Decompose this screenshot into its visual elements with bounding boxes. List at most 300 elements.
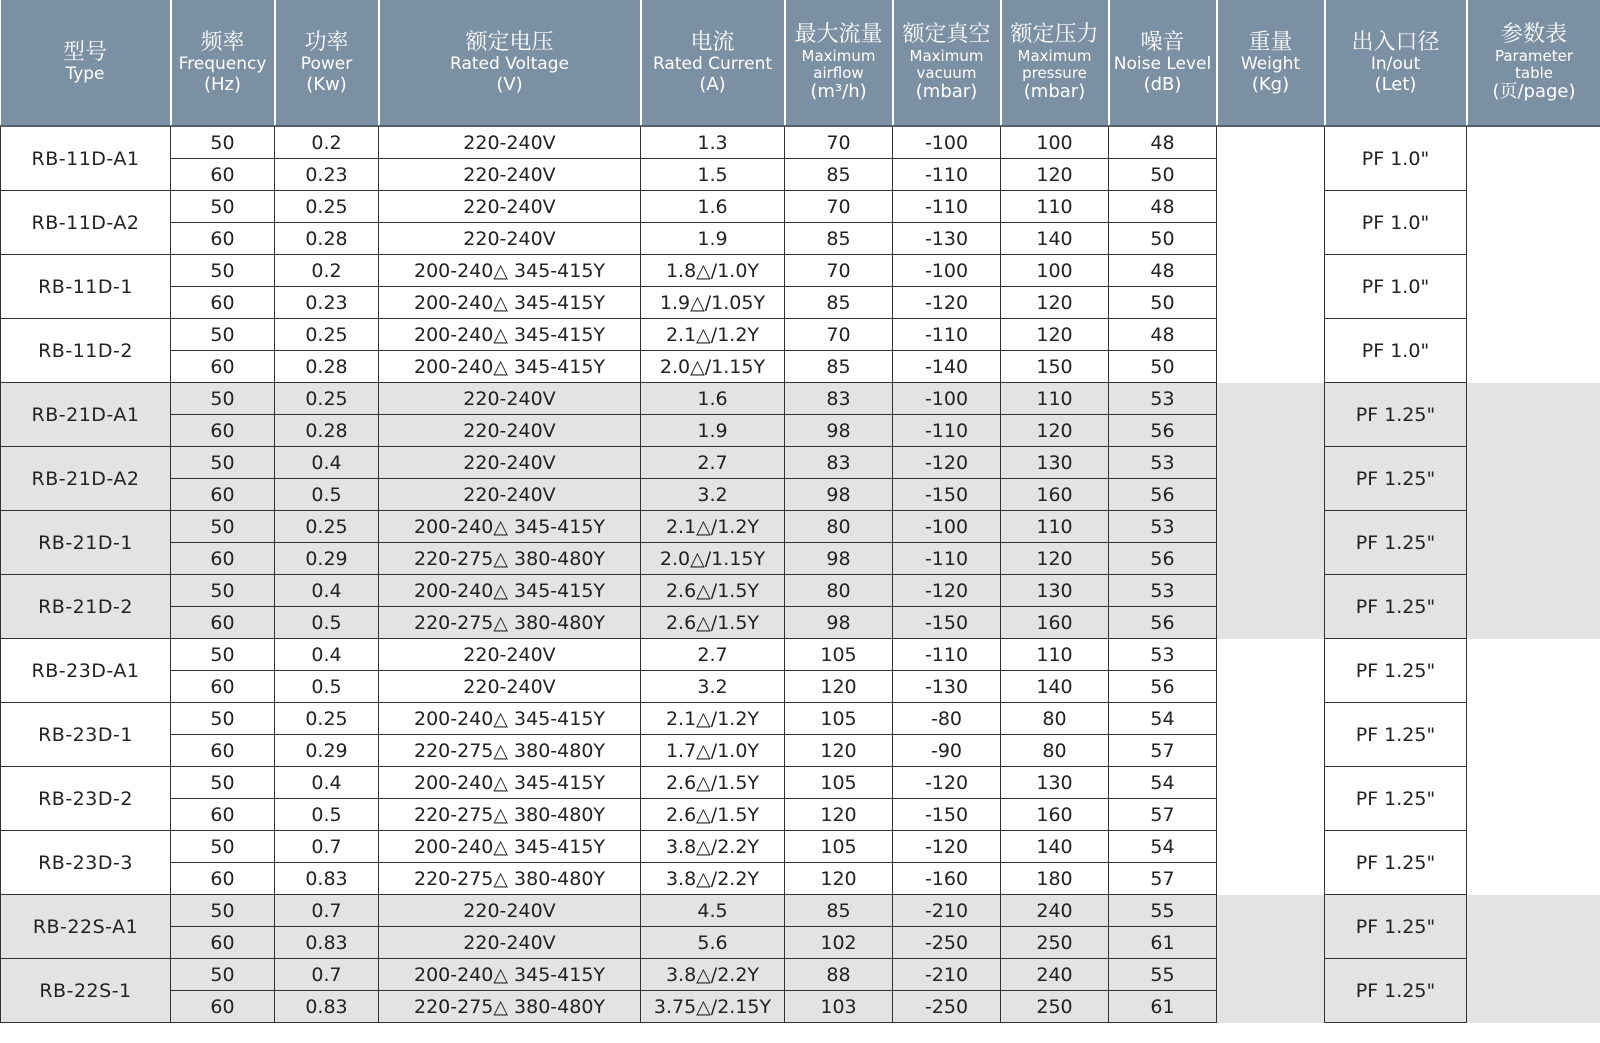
weight-cell [1217,831,1325,895]
spec-body [1,126,1600,1023]
pressure-cell: 160 [1001,607,1109,639]
airflow-cell: 105 [785,831,893,863]
freq-cell: 50 [171,255,275,287]
port-cell: PF 1.0" [1325,255,1467,319]
airflow-cell: 83 [785,383,893,415]
airflow-cell: 70 [785,126,893,159]
vacuum-cell: -150 [893,799,1001,831]
header-param-en2: table [1515,63,1553,82]
pressure-cell: 130 [1001,575,1109,607]
header-airflow-unit: (m³/h) [810,81,867,103]
power-cell: 0.5 [275,799,379,831]
current-cell: 3.8△/2.2Y [641,863,785,895]
noise-cell: 53 [1109,383,1217,415]
airflow-cell: 98 [785,543,893,575]
freq-cell: 60 [171,927,275,959]
current-cell: 1.6 [641,383,785,415]
model-type-cell: RB-23D-3 [1,831,171,895]
table-row [1,895,1600,927]
header-power-en: Power [300,54,353,75]
model-type-cell: RB-11D-A1 [1,126,171,191]
port-cell: PF 1.25" [1325,767,1467,831]
airflow-cell: 88 [785,959,893,991]
table-row [1,126,1600,159]
header-vacuum-zh: 额定真空 [902,22,991,48]
param-cell [1467,191,1600,255]
freq-cell: 60 [171,287,275,319]
header-weight-en: Weight [1240,54,1301,75]
pressure-cell: 110 [1001,383,1109,415]
voltage-cell: 220-240V [379,223,641,255]
current-cell: 1.9 [641,415,785,447]
current-cell: 2.6△/1.5Y [641,767,785,799]
port-cell: PF 1.25" [1325,959,1467,1023]
param-cell [1467,575,1600,639]
param-cell [1467,767,1600,831]
voltage-cell: 220-240V [379,415,641,447]
power-cell: 0.25 [275,511,379,543]
voltage-cell: 220-275△ 380-480Y [379,735,641,767]
pressure-cell: 180 [1001,863,1109,895]
power-cell: 0.28 [275,415,379,447]
port-cell: PF 1.25" [1325,447,1467,511]
port-cell: PF 1.25" [1325,383,1467,447]
freq-cell: 50 [171,767,275,799]
port-cell: PF 1.25" [1325,575,1467,639]
current-cell: 1.3 [641,126,785,159]
header-power-unit: (Kw) [306,73,347,95]
power-cell: 0.83 [275,863,379,895]
voltage-cell: 220-240V [379,671,641,703]
noise-cell: 53 [1109,447,1217,479]
power-cell: 0.29 [275,543,379,575]
freq-cell: 60 [171,543,275,575]
pressure-cell: 140 [1001,671,1109,703]
header-voltage [379,0,641,126]
noise-cell: 48 [1109,191,1217,223]
noise-cell: 53 [1109,511,1217,543]
vacuum-cell: -120 [893,447,1001,479]
header-pressure-zh: 额定压力 [1010,22,1099,48]
header-type [1,0,171,126]
noise-cell: 61 [1109,927,1217,959]
pressure-cell: 80 [1001,735,1109,767]
weight-cell [1217,447,1325,511]
vacuum-cell: -120 [893,767,1001,799]
voltage-cell: 220-240V [379,383,641,415]
vacuum-cell: -100 [893,255,1001,287]
freq-cell: 50 [171,639,275,671]
vacuum-cell: -120 [893,287,1001,319]
noise-cell: 48 [1109,319,1217,351]
freq-cell: 60 [171,479,275,511]
noise-cell: 56 [1109,479,1217,511]
airflow-cell: 98 [785,479,893,511]
pressure-cell: 100 [1001,126,1109,159]
port-cell: PF 1.25" [1325,639,1467,703]
pressure-cell: 140 [1001,831,1109,863]
noise-cell: 53 [1109,639,1217,671]
voltage-cell: 200-240△ 345-415Y [379,351,641,383]
airflow-cell: 85 [785,159,893,191]
model-type-cell: RB-11D-A2 [1,191,171,255]
current-cell: 3.8△/2.2Y [641,831,785,863]
header-noise [1109,0,1217,126]
vacuum-cell: -160 [893,863,1001,895]
table-row [1,575,1600,607]
current-cell: 1.9△/1.05Y [641,287,785,319]
vacuum-cell: -140 [893,351,1001,383]
airflow-cell: 98 [785,415,893,447]
model-type-cell: RB-21D-1 [1,511,171,575]
header-vacuum-en1: Maximum [909,46,984,65]
pressure-cell: 110 [1001,639,1109,671]
airflow-cell: 120 [785,799,893,831]
current-cell: 2.6△/1.5Y [641,607,785,639]
current-cell: 1.7△/1.0Y [641,735,785,767]
model-type-cell: RB-21D-A2 [1,447,171,511]
noise-cell: 61 [1109,991,1217,1023]
freq-cell: 50 [171,191,275,223]
table-row [1,383,1600,415]
model-type-cell: RB-22S-1 [1,959,171,1023]
param-cell [1467,383,1600,447]
power-cell: 0.25 [275,383,379,415]
header-type-en: Type [65,64,105,85]
freq-cell: 60 [171,223,275,255]
voltage-cell: 220-275△ 380-480Y [379,991,641,1023]
table-row [1,703,1600,735]
weight-cell [1217,511,1325,575]
airflow-cell: 80 [785,575,893,607]
current-cell: 2.6△/1.5Y [641,799,785,831]
pressure-cell: 110 [1001,191,1109,223]
voltage-cell: 220-240V [379,639,641,671]
airflow-cell: 80 [785,511,893,543]
freq-cell: 50 [171,126,275,159]
noise-cell: 54 [1109,831,1217,863]
noise-cell: 50 [1109,351,1217,383]
pressure-cell: 150 [1001,351,1109,383]
freq-cell: 50 [171,703,275,735]
pressure-cell: 110 [1001,511,1109,543]
airflow-cell: 103 [785,991,893,1023]
pressure-cell: 80 [1001,703,1109,735]
vacuum-cell: -90 [893,735,1001,767]
pressure-cell: 240 [1001,895,1109,927]
header-frequency-unit: (Hz) [203,73,242,95]
freq-cell: 50 [171,831,275,863]
voltage-cell: 200-240△ 345-415Y [379,831,641,863]
vacuum-cell: -110 [893,543,1001,575]
header-pressure [1001,0,1109,126]
airflow-cell: 85 [785,351,893,383]
power-cell: 0.5 [275,671,379,703]
current-cell: 2.1△/1.2Y [641,319,785,351]
airflow-cell: 85 [785,287,893,319]
header-param-unit: (页/page) [1492,81,1576,103]
weight-cell [1217,319,1325,383]
port-cell: PF 1.0" [1325,126,1467,191]
freq-cell: 50 [171,447,275,479]
airflow-cell: 83 [785,447,893,479]
pressure-cell: 120 [1001,159,1109,191]
weight-cell [1217,255,1325,319]
current-cell: 2.0△/1.15Y [641,351,785,383]
table-row [1,767,1600,799]
model-type-cell: RB-11D-2 [1,319,171,383]
power-cell: 0.29 [275,735,379,767]
noise-cell: 50 [1109,287,1217,319]
weight-cell [1217,575,1325,639]
header-vacuum-unit: (mbar) [915,81,978,103]
noise-cell: 50 [1109,223,1217,255]
freq-cell: 60 [171,671,275,703]
table-row [1,191,1600,223]
header-frequency [171,0,275,126]
header-power [275,0,379,126]
freq-cell: 60 [171,735,275,767]
port-cell: PF 1.25" [1325,831,1467,895]
header-current-zh: 电流 [690,29,735,55]
airflow-cell: 70 [785,255,893,287]
vacuum-cell: -150 [893,607,1001,639]
vacuum-cell: -120 [893,831,1001,863]
current-cell: 1.5 [641,159,785,191]
vacuum-cell: -210 [893,895,1001,927]
pressure-cell: 130 [1001,447,1109,479]
weight-cell [1217,703,1325,767]
freq-cell: 60 [171,415,275,447]
vacuum-cell: -130 [893,223,1001,255]
voltage-cell: 220-240V [379,126,641,159]
current-cell: 1.8△/1.0Y [641,255,785,287]
freq-cell: 50 [171,895,275,927]
header-voltage-zh: 额定电压 [465,29,554,55]
current-cell: 2.1△/1.2Y [641,511,785,543]
power-cell: 0.4 [275,767,379,799]
noise-cell: 55 [1109,895,1217,927]
header-pressure-en1: Maximum [1017,46,1092,65]
table-row [1,447,1600,479]
voltage-cell: 200-240△ 345-415Y [379,767,641,799]
header-current-en: Rated Current [652,54,773,75]
voltage-cell: 220-240V [379,927,641,959]
airflow-cell: 70 [785,191,893,223]
noise-cell: 48 [1109,126,1217,159]
vacuum-cell: -110 [893,319,1001,351]
power-cell: 0.23 [275,287,379,319]
vacuum-cell: -210 [893,959,1001,991]
model-type-cell: RB-21D-2 [1,575,171,639]
port-cell: PF 1.0" [1325,319,1467,383]
freq-cell: 50 [171,959,275,991]
param-cell [1467,639,1600,703]
vacuum-cell: -100 [893,511,1001,543]
param-cell [1467,831,1600,895]
power-cell: 0.25 [275,191,379,223]
power-cell: 0.25 [275,319,379,351]
noise-cell: 48 [1109,255,1217,287]
airflow-cell: 98 [785,607,893,639]
pressure-cell: 160 [1001,799,1109,831]
port-cell: PF 1.0" [1325,191,1467,255]
voltage-cell: 220-275△ 380-480Y [379,607,641,639]
header-pressure-en2: pressure [1022,63,1087,82]
voltage-cell: 220-240V [379,895,641,927]
airflow-cell: 105 [785,703,893,735]
param-cell [1467,895,1600,959]
current-cell: 3.75△/2.15Y [641,991,785,1023]
current-cell: 1.9 [641,223,785,255]
power-cell: 0.25 [275,703,379,735]
header-pressure-unit: (mbar) [1023,81,1086,103]
vacuum-cell: -250 [893,927,1001,959]
current-cell: 3.8△/2.2Y [641,959,785,991]
header-power-zh: 功率 [304,29,349,55]
header-vacuum-en2: vacuum [916,63,977,82]
param-cell [1467,511,1600,575]
power-cell: 0.5 [275,479,379,511]
vacuum-cell: -150 [893,479,1001,511]
power-cell: 0.83 [275,991,379,1023]
weight-cell [1217,639,1325,703]
noise-cell: 56 [1109,671,1217,703]
voltage-cell: 200-240△ 345-415Y [379,287,641,319]
vacuum-cell: -80 [893,703,1001,735]
noise-cell: 57 [1109,863,1217,895]
current-cell: 2.7 [641,447,785,479]
power-cell: 0.28 [275,351,379,383]
current-cell: 4.5 [641,895,785,927]
noise-cell: 56 [1109,415,1217,447]
noise-cell: 57 [1109,735,1217,767]
freq-cell: 60 [171,351,275,383]
airflow-cell: 105 [785,767,893,799]
pressure-cell: 120 [1001,287,1109,319]
freq-cell: 60 [171,991,275,1023]
current-cell: 5.6 [641,927,785,959]
pressure-cell: 240 [1001,959,1109,991]
header-param-en1: Parameter [1494,46,1574,65]
airflow-cell: 120 [785,735,893,767]
power-cell: 0.7 [275,895,379,927]
voltage-cell: 220-275△ 380-480Y [379,799,641,831]
freq-cell: 50 [171,319,275,351]
airflow-cell: 70 [785,319,893,351]
power-cell: 0.7 [275,831,379,863]
weight-cell [1217,383,1325,447]
vacuum-cell: -250 [893,991,1001,1023]
port-cell: PF 1.25" [1325,511,1467,575]
power-cell: 0.28 [275,223,379,255]
pressure-cell: 250 [1001,927,1109,959]
noise-cell: 53 [1109,575,1217,607]
header-port-en: In/out [1370,54,1421,75]
header-type-zh: 型号 [62,40,107,66]
voltage-cell: 220-275△ 380-480Y [379,863,641,895]
model-type-cell: RB-11D-1 [1,255,171,319]
weight-cell [1217,959,1325,1023]
airflow-cell: 120 [785,671,893,703]
vacuum-cell: -110 [893,159,1001,191]
header-current [641,0,785,126]
pressure-cell: 160 [1001,479,1109,511]
model-type-cell: RB-22S-A1 [1,895,171,959]
airflow-cell: 85 [785,895,893,927]
header-voltage-unit: (V) [496,73,523,95]
header-frequency-zh: 频率 [200,29,245,55]
param-cell [1467,447,1600,511]
voltage-cell: 220-240V [379,447,641,479]
param-cell [1467,319,1600,383]
pressure-cell: 250 [1001,991,1109,1023]
freq-cell: 60 [171,607,275,639]
header-port-unit: (Let) [1374,73,1417,95]
power-cell: 0.4 [275,639,379,671]
vacuum-cell: -110 [893,639,1001,671]
table-row [1,255,1600,287]
current-cell: 2.1△/1.2Y [641,703,785,735]
voltage-cell: 200-240△ 345-415Y [379,511,641,543]
airflow-cell: 102 [785,927,893,959]
port-cell: PF 1.25" [1325,895,1467,959]
pressure-cell: 120 [1001,543,1109,575]
freq-cell: 50 [171,383,275,415]
model-type-cell: RB-23D-1 [1,703,171,767]
header-noise-unit: (dB) [1143,73,1182,95]
header-weight [1217,0,1325,126]
current-cell: 2.6△/1.5Y [641,575,785,607]
header-row [1,0,1600,126]
noise-cell: 54 [1109,703,1217,735]
current-cell: 3.2 [641,671,785,703]
voltage-cell: 220-240V [379,159,641,191]
voltage-cell: 220-275△ 380-480Y [379,543,641,575]
airflow-cell: 85 [785,223,893,255]
airflow-cell: 105 [785,639,893,671]
voltage-cell: 220-240V [379,191,641,223]
header-weight-unit: (Kg) [1251,73,1290,95]
header-voltage-en: Rated Voltage [450,54,569,75]
voltage-cell: 200-240△ 345-415Y [379,319,641,351]
header-current-unit: (A) [699,73,726,95]
noise-cell: 56 [1109,607,1217,639]
param-cell [1467,703,1600,767]
voltage-cell: 200-240△ 345-415Y [379,703,641,735]
freq-cell: 50 [171,511,275,543]
noise-cell: 50 [1109,159,1217,191]
freq-cell: 60 [171,863,275,895]
pressure-cell: 120 [1001,319,1109,351]
freq-cell: 60 [171,159,275,191]
header-noise-en: Noise Level [1113,54,1212,75]
power-cell: 0.7 [275,959,379,991]
voltage-cell: 200-240△ 345-415Y [379,575,641,607]
freq-cell: 60 [171,799,275,831]
current-cell: 1.6 [641,191,785,223]
power-cell: 0.2 [275,126,379,159]
voltage-cell: 200-240△ 345-415Y [379,255,641,287]
weight-cell [1217,767,1325,831]
power-cell: 0.23 [275,159,379,191]
power-cell: 0.83 [275,927,379,959]
noise-cell: 57 [1109,799,1217,831]
noise-cell: 54 [1109,767,1217,799]
header-airflow-en1: Maximum [801,46,876,65]
current-cell: 3.2 [641,479,785,511]
vacuum-cell: -100 [893,126,1001,159]
